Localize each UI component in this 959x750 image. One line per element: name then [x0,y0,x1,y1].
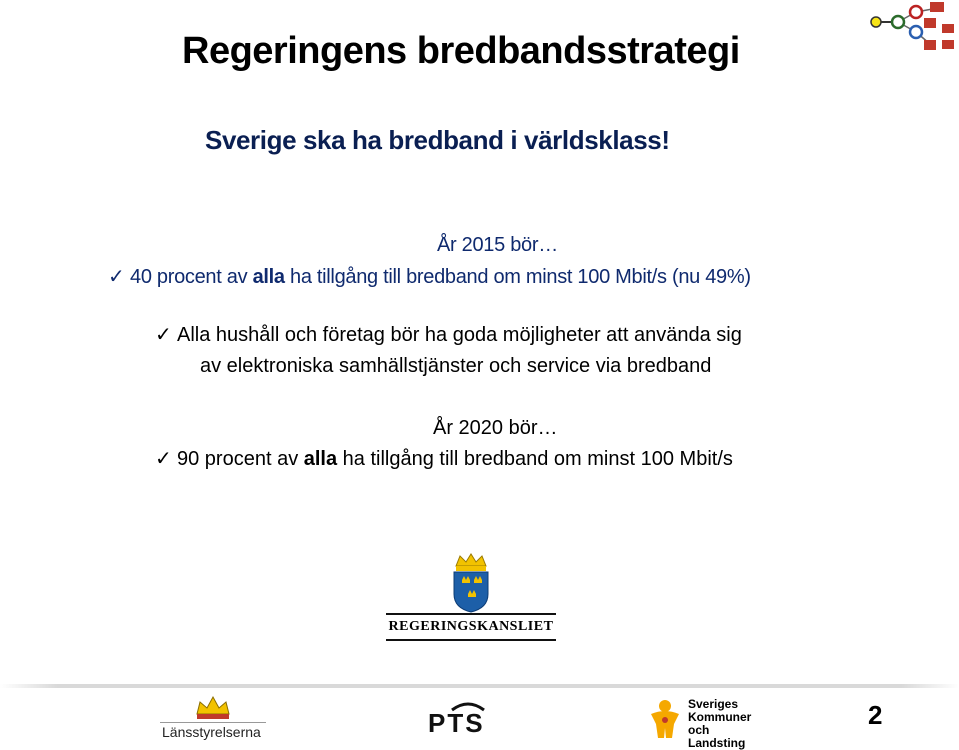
goal-2015-bullet [108,263,751,291]
lansstyrelserna-text: Länsstyrelserna [162,724,261,740]
slide-subtitle: Sverige ska ha bredband i världsklass! [205,125,670,155]
skl-text-line2: Kommuner [688,710,752,724]
goal-general-bullet [155,321,742,349]
footer-divider [0,684,959,688]
network-decoration-icon [868,2,959,52]
checkmark-icon: ✓ [108,266,125,288]
checkmark-icon: ✓ [155,324,172,346]
goal-2020-bullet [155,445,733,473]
skl-figure-icon [648,698,682,740]
checkmark-icon: ✓ [155,448,172,470]
skl-text-line1: Sveriges [688,697,739,711]
coat-of-arms-icon [448,552,494,614]
goal-2015-text-bold: alla [252,266,285,288]
regeringskansliet-logo [384,546,559,646]
lansstyrelserna-logo [160,694,270,742]
skl-logo [648,696,768,750]
lansstyrelserna-underline [160,722,266,723]
pts-text: PTS [428,708,485,738]
goal-2015-text-post: ha tillgång till bredband om minst 100 Mbit/s (nu 49%) [284,266,751,288]
regeringskansliet-bar [386,613,556,641]
goal-general-line2: av elektroniska samhällstjänster och service via bredband [200,355,712,377]
crown-icon [194,694,232,720]
page-number: 2 [868,700,883,730]
regeringskansliet-text: REGERINGSKANSLIET [388,619,554,634]
slide-title: Regeringens bredbandsstrategi [182,30,740,72]
goal-2020-text-bold: alla [303,448,338,470]
goal-2015-text-pre: 40 procent av [130,266,253,288]
pts-logo [428,700,508,740]
goal-2020-text-pre: 90 procent av [177,448,304,470]
goal-general-line1: Alla hushåll och företag bör ha goda möjligheter att använda sig [177,324,742,346]
goal-2020-text-post: ha tillgång till bredband om minst 100 Mbit/s [337,448,733,470]
year-2020-label: År 2020 bör… [433,417,558,439]
year-2015-label: År 2015 bör… [437,234,558,256]
skl-text-line3: och Landsting [688,723,746,750]
